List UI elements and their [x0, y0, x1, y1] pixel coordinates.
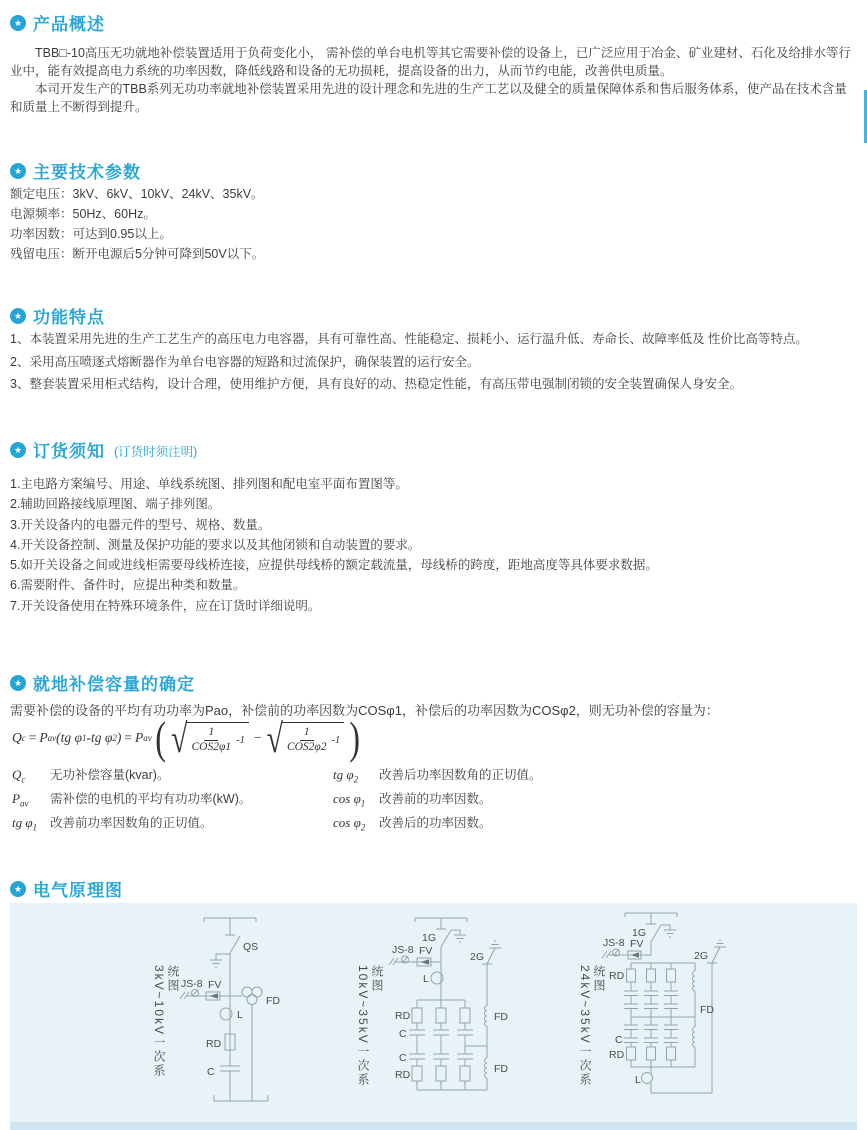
section-title-schematic: 电气原理图: [33, 881, 123, 900]
overview-paragraph: 本司开发生产的TBB系列无功功率就地补偿装置采用先进的设计理念和先进的生产工艺以及健全的质量保障体系和售后服务体系，使产品在技术含量和质量上不断得到提升。: [10, 82, 847, 114]
star-icon: ★: [10, 163, 26, 179]
ordering-body: [10, 474, 856, 616]
radical-sign: √: [266, 717, 283, 762]
order-line: 6.需要附件、备件时，应提出种类和数量。: [10, 578, 246, 593]
capacitor-icon: [220, 1066, 240, 1101]
param-line: 残留电压：断开电源后5分钟可降到50V以下。: [10, 247, 265, 261]
features-body: [10, 328, 856, 396]
label-fd: FD: [494, 1063, 508, 1075]
circuit-diagram-2: [385, 908, 520, 1118]
inductor-icon: [431, 962, 443, 1000]
label-fd: FD: [266, 995, 280, 1007]
label-l: L: [237, 1009, 243, 1021]
diagram-caption-3: 24kV~35kV一次系统图: [578, 965, 606, 1087]
order-line: 3.开关设备内的电器元件的型号、规格、数量。: [10, 517, 271, 532]
qs-switch: [225, 918, 240, 953]
param-line: 额定电压：3kV、6kV、10kV、24kV、35kV。: [10, 187, 264, 201]
g2-switch: [482, 941, 501, 964]
params-body: [10, 184, 856, 264]
label-fv: FV: [208, 979, 222, 991]
label-c: C: [207, 1066, 215, 1078]
g1-switch: [436, 918, 451, 947]
fd-coils: [671, 963, 695, 1067]
label-fv: FV: [419, 945, 433, 957]
label-c: C: [399, 1052, 407, 1064]
g2-switch: [707, 940, 726, 1093]
definition-row: tg $\varphi_1$ 改善前功率因数角的正切值。: [12, 815, 213, 833]
compensation-intro: 需要补偿的设备的平均有功功率为Pao，补偿前的功率因数为COSφ1，补偿后的功率因数为COSφ2，则无功补偿的容量为：: [10, 703, 719, 718]
section-header-overview: [10, 10, 105, 35]
star-icon: ★: [10, 881, 26, 897]
feature-line: 1、本装置采用先进的生产工艺生产的高压电力电容器，具有可靠性高、性能稳定、损耗小、运行温升低、寿命长、故障率低及 性价比高等特点。: [10, 332, 808, 346]
circuit-diagram-3: [600, 905, 735, 1125]
section-header-compensation: [10, 670, 195, 695]
label-rd: RD: [206, 1038, 222, 1050]
circuit-diagram-1: [176, 908, 296, 1118]
star-icon: ★: [10, 442, 26, 458]
section-header-ordering: [10, 437, 197, 462]
label-1g: 1G: [632, 927, 647, 939]
ground-icon: [210, 954, 230, 967]
label-js8: JS-8: [603, 937, 625, 949]
inductor-icon: [642, 1067, 713, 1093]
arrester-branch: [602, 949, 651, 959]
sqrt-term-1: √ $\frac{1}{\text{COS2φ1}}$ -1: [171, 722, 249, 753]
section-header-features: [10, 303, 105, 328]
big-paren-close: ): [349, 712, 361, 763]
label-rd: RD: [609, 970, 625, 982]
label-rd: RD: [609, 1049, 625, 1061]
definition-row: tg $\varphi_2$ 改善后功率因数角的正切值。: [333, 767, 542, 785]
section-title-overview: 产品概述: [33, 15, 105, 34]
definition-row: $P_{av}$ 需补偿的电机的平均有功功率(kW)。: [12, 791, 252, 809]
star-icon: ★: [10, 15, 26, 31]
param-line: 电源频率：50Hz、60Hz。: [10, 207, 156, 221]
label-js8: JS-8: [181, 978, 203, 990]
param-line: 功率因数：可达到0.95以上。: [10, 227, 172, 241]
definition-row: $\cos \varphi_1$ 改善前的功率因数。: [333, 791, 492, 809]
label-rd: RD: [395, 1010, 411, 1022]
overview-body: [10, 44, 856, 116]
bottom-bus: [214, 1095, 268, 1101]
ground-icon: [661, 925, 676, 937]
label-1g: 1G: [422, 932, 437, 944]
section-title-params: 主要技术参数: [33, 163, 141, 182]
section-title-features: 功能特点: [33, 308, 105, 327]
section-header-params: [10, 158, 141, 183]
definition-row: $Q_c$ 无功补偿容量(kvar)。: [12, 767, 170, 785]
fd-coils: [465, 964, 487, 1090]
feature-line: 2、采用高压喷逐式熔断器作为单台电容器的短路和过流保护，确保装置的运行安全。: [10, 354, 480, 369]
order-line: 2.辅助回路接线原理图、端子排列图。: [10, 497, 221, 512]
arrester-branch: [389, 956, 441, 966]
star-icon: ★: [10, 308, 26, 324]
footer-strip: [10, 1122, 857, 1130]
order-line: 1.主电路方案编号、用途、单线系统图、排列图和配电室平面布置图等。: [10, 477, 408, 491]
definition-row: $\cos \varphi_2$ 改善后的功率因数。: [333, 815, 492, 833]
label-c: C: [615, 1034, 623, 1046]
order-line: 5.如开关设备之间或进线柜需要母线桥连接，应提供母线桥的额定载流量，母线桥的跨度，距地高度等具体要求数据。: [10, 558, 658, 573]
feature-line: 3、整套装置采用柜式结构，设计合理，使用维护方便，具有良好的动、热稳定性能，有高压带电强制闭锁的安全装置确保人身安全。: [10, 377, 742, 391]
label-c: C: [399, 1028, 407, 1040]
compensation-formula: Q c = P av ( tg φ 1 - tg φ 2 ) = P av ( √ $\frac{1}{\text{COS2φ1}}$ -1 − √ $\frac{1}{\text{COS2φ2}}$ -1 ): [12, 712, 361, 763]
section-title-compensation: 就地补偿容量的确定: [33, 675, 195, 694]
capacitor-branch: [409, 1000, 473, 1090]
section-header-schematic: [10, 876, 123, 901]
diagram-caption-1: 3kV~10kV一次系统图: [152, 965, 180, 1079]
section-title-ordering: 订货须知: [33, 442, 105, 461]
label-fd: FD: [700, 1004, 714, 1016]
label-js8: JS-8: [392, 944, 414, 956]
overview-paragraph: TBB□-10高压无功就地补偿装置适用于负荷变化小， 需补偿的单台电机等其它需要补偿的设备上，已广泛应用于冶金、矿业建材、石化及给排水等行业中，能有效提高电力系统的功率因数，降低线路和设备的无功损耗，提高设备的出力，从而节约电能，改善供电质量。: [10, 46, 851, 78]
label-l: L: [635, 1074, 641, 1086]
label-fv: FV: [630, 938, 644, 950]
arrester-branch: [180, 990, 230, 1001]
order-line: 4.开关设备控制、测量及保护功能的要求以及其他闭锁和自动装置的要求。: [10, 537, 421, 552]
star-icon: ★: [10, 675, 26, 691]
capacitor-branch: [624, 963, 695, 1067]
ground-icon: [451, 930, 466, 942]
label-2g: 2G: [694, 950, 709, 962]
diagram-caption-2: 10kV~35kV一次系统图: [356, 965, 384, 1087]
label-rd: RD: [395, 1069, 411, 1081]
label-2g: 2G: [470, 951, 485, 963]
radical-sign: √: [171, 717, 188, 762]
sqrt-term-2: √ $\frac{1}{\text{COS2φ2}}$ -1: [266, 722, 344, 753]
label-fd: FD: [494, 1011, 508, 1023]
order-line: 7.开关设备使用在特殊环境条件，应在订货时详细说明。: [10, 598, 321, 613]
g1-switch: [646, 913, 661, 942]
label-l: L: [423, 973, 429, 985]
section-subtitle-ordering: (订货时须注明): [114, 445, 198, 459]
label-qs: QS: [243, 941, 259, 953]
big-paren-open: (: [155, 712, 166, 763]
